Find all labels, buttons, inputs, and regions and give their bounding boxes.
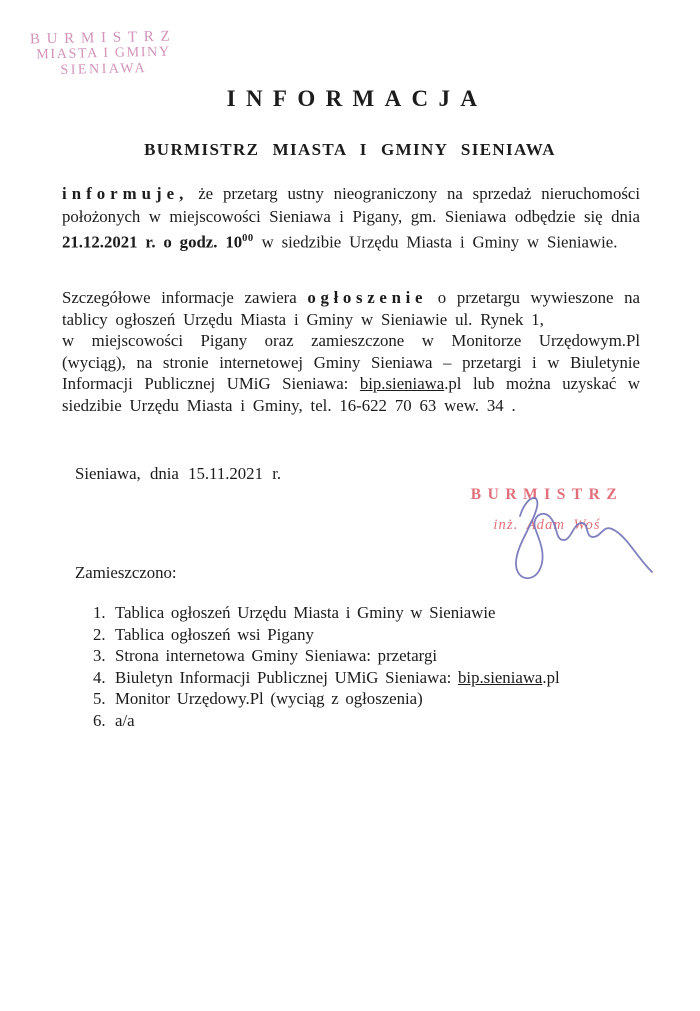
signature-block <box>452 486 642 534</box>
corner-stamp-line: MIASTA I GMINY <box>36 44 171 63</box>
list-item-number: 6. <box>93 710 106 730</box>
list-item <box>93 624 633 646</box>
auction-time-superscript: 00 <box>242 233 254 244</box>
list-item <box>93 602 633 624</box>
paragraph1-body: że przetarg ustny nieograniczony na sprzedaż nieruchomości położonych w miejscowości Sieniawa i Pigany, gm. Sieniawa odbędzie się dnia <box>62 184 640 226</box>
list-item-text: a/a <box>115 710 135 730</box>
list-item <box>93 645 633 667</box>
paragraph1-lead: informuje, <box>62 184 189 203</box>
list-item-number: 5. <box>93 689 106 708</box>
paragraph1-tail: w siedzibie Urzędu Miasta i Gminy w Sieniawie. <box>253 232 618 252</box>
corner-stamp-line: BURMISTRZ <box>29 28 177 48</box>
distribution-heading: Zamieszczono: <box>75 563 177 582</box>
paragraph-details-info <box>62 287 640 416</box>
list-item-number: 4. <box>93 667 106 687</box>
document-subtitle: BURMISTRZ MIASTA I GMINY SIENIAWA <box>144 140 556 159</box>
document-title: INFORMACJA <box>226 86 488 111</box>
municipal-corner-stamp <box>16 28 192 80</box>
list-item-suffix: .pl <box>542 667 560 687</box>
list-item <box>93 710 633 732</box>
signature-name-stamp: inż. Adam Woś <box>493 517 601 533</box>
list-item-text: Tablica ogłoszeń Urzędu Miasta i Gminy w Sieniawie <box>115 603 496 622</box>
paragraph2-segment: .pl lub można uzyskać w siedzibie Urzędu Miasta i Gminy, tel. 16-622 70 63 wew. 34 . <box>62 374 641 415</box>
list-item-link: bip.sieniawa <box>458 667 543 687</box>
list-item-text: Monitor Urzędowy.Pl (wyciąg z ogłoszenia) <box>115 689 423 708</box>
list-item-number: 2. <box>93 624 106 644</box>
corner-stamp-line: SIENIAWA <box>60 61 148 78</box>
paragraph2-segment: Szczegółowe informacje zawiera <box>62 288 308 307</box>
list-item-text: Strona internetowa Gminy Sieniawa: przetargi <box>115 646 437 665</box>
list-item-text: Tablica ogłoszeń wsi Pigany <box>115 624 314 644</box>
list-item-number: 1. <box>93 603 106 622</box>
list-item <box>93 667 633 689</box>
list-item-number: 3. <box>93 646 106 665</box>
signature-title-stamp: BURMISTRZ <box>470 486 624 503</box>
paragraph-auction-info <box>62 183 640 254</box>
paragraph2-segment: o przetargu wywieszone na tablicy ogłoszeń Urzędu Miasta i Gminy w Sieniawie ul. Rynek 1, <box>62 288 641 329</box>
distribution-list <box>93 602 633 731</box>
place-and-date: Sieniawa, dnia 15.11.2021 r. <box>75 464 282 483</box>
notice-word: ogłoszenie <box>307 288 428 307</box>
list-item-text: Biuletyn Informacji Publicznej UMiG Sieniawa: <box>115 667 459 687</box>
bip-website-link: bip.sieniawa <box>359 374 445 393</box>
paragraph2-segment: w miejscowości Pigany oraz zamieszczone w Monitorze Urzędowym.Pl (wyciąg), na stronie internetowej Gminy Sieniawa – przetargi i w Biuletynie Informacji Publicznej UMiG Sieniawa: <box>62 331 640 393</box>
auction-date: 21.12.2021 r. o godz. 10 <box>62 232 243 252</box>
list-item <box>93 688 633 710</box>
